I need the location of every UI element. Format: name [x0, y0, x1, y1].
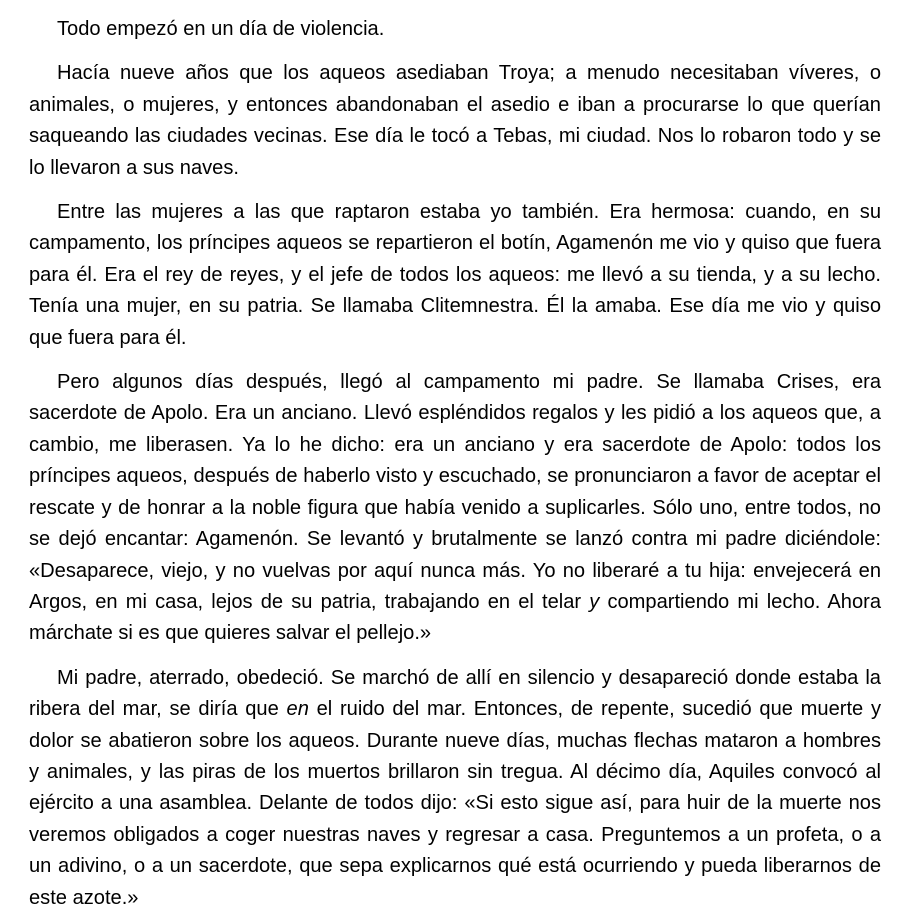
paragraph-text: el ruido del mar. Entonces, de repente, sucedió que muerte y dolor se abatieron sobre los aqueos. Durante nueve días, muchas flechas mataron a hombres y animales, y las piras de los muertos brillaron sin tregua. Al décimo día, Aquiles convocó al ejército a una asamblea. Delante de todos dijo: «Si esto sigue así, para huir de la muerte nos veremos obligados a coger nuestras naves y regresar a casa. Preguntemos a un profeta, o a un adivino, o a un sacerdote, que sepa explicarnos qué está ocurriendo y pueda liberarnos de este azote.»: [29, 698, 881, 909]
italic-word: y: [589, 590, 600, 613]
paragraph-text: Pero algunos días después, llegó al campamento mi padre. Se llamaba Crises, era sacerdote de Apolo. Era un anciano. Llevó espléndidos regalos y les pidió a los aqueos que, a cambio, me liberasen. Ya lo he dicho: era un anciano y era sacerdote de Apolo: todos los príncipes aqueos, después de haberlo visto y escuchado, se pronunciaron a favor de aceptar el rescate y de honrar a la noble figura que había venido a suplicarles. Sólo uno, entre todos, no se dejó encantar: Agamenón. Se levantó y brutalmente se lanzó contra mi padre diciéndole: «Desaparece, viejo, y no vuelvas por aquí nunca más. Yo no liberaré a tu hija: envejecerá en Argos, en mi casa, lejos de su patria, trabajando en el telar: [29, 371, 881, 613]
paragraph-text: Hacía nueve años que los aqueos asediaban Troya; a menudo necesitaban víveres, o animales, o mujeres, y entonces abandonaban el asedio e iban a procurarse lo que querían saqueando las ciudades vecinas. Ese día le tocó a Tebas, mi ciudad. Nos lo robaron todo y se lo llevaron a sus naves.: [29, 62, 881, 179]
paragraph-5: [29, 663, 881, 914]
paragraph-text: Mi padre, aterrado, obedeció. Se marchó de allí en silencio y desapareció donde estaba la ribera del mar, se diría que: [29, 666, 881, 721]
paragraph-text: compartiendo mi lecho. Ahora márchate si es que quieres salvar el pellejo.»: [29, 590, 881, 645]
paragraph-3: [29, 197, 881, 354]
paragraph-text: Entre las mujeres a las que raptaron estaba yo también. Era hermosa: cuando, en su campamento, los príncipes aqueos se repartieron el botín, Agamenón me vio y quiso que fuera para él. Era el rey de reyes, y el jefe de todos los aqueos: me llevó a su tienda, y a su lecho. Tenía una mujer, en su patria. Se llamaba Clitemnestra. Él la amaba. Ese día me vio y quiso que fuera para él.: [29, 201, 881, 349]
paragraph-2: [29, 58, 881, 184]
paragraph-text: Todo empezó en un día de violencia.: [57, 18, 385, 40]
italic-word: en: [286, 698, 309, 721]
paragraph-4: [29, 367, 881, 650]
paragraph-1: [29, 14, 881, 45]
